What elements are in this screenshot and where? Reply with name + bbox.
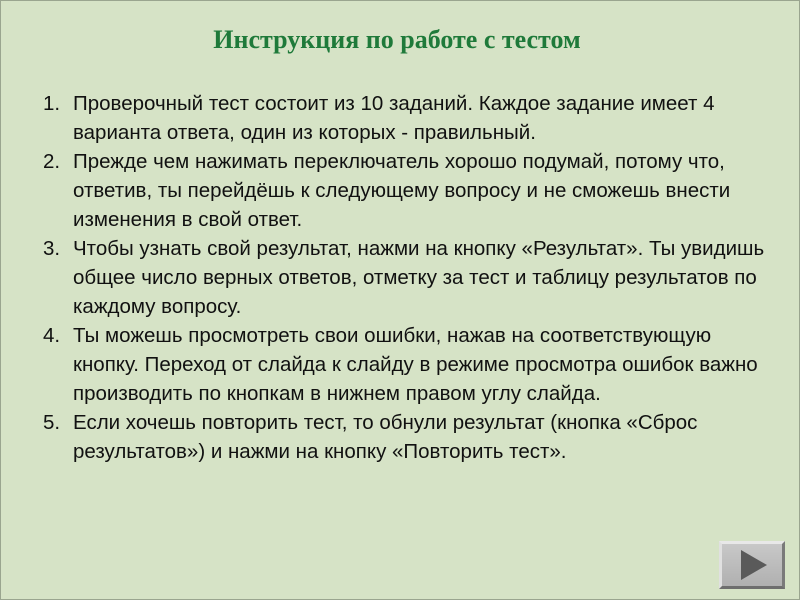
item-number: 2. [43,150,61,173]
list-item [43,89,778,147]
instruction-list [43,89,778,466]
item-number: 1. [43,92,61,115]
next-slide-button[interactable] [719,541,785,589]
item-text: Если хочешь повторить тест, то обнули результат (кнопка «Сброс результатов») и нажми на кнопку «Повторить тест». [73,411,698,463]
list-item [43,408,778,466]
slide-title: Инструкция по работе с тестом [213,25,581,54]
list-item [43,234,778,321]
play-triangle-icon [722,544,782,586]
item-text: Проверочный тест состоит из 10 заданий. Каждое задание имеет 4 варианта ответа, один из которых - правильный. [73,92,715,144]
item-number: 3. [43,237,61,260]
item-text: Прежде чем нажимать переключатель хорошо подумай, потому что, ответив, ты перейдёшь к следующему вопросу и не сможешь внести изменения в свой ответ. [73,150,731,231]
item-text: Ты можешь просмотреть свои ошибки, нажав на соответствующую кнопку. Переход от слайда к слайду в режиме просмотра ошибок важно производить по кнопкам в нижнем правом углу слайда. [73,324,758,405]
list-item [43,321,778,408]
item-text: Чтобы узнать свой результат, нажми на кнопку «Результат». Ты увидишь общее число верных ответов, отметку за тест и таблицу результатов по каждому вопросу. [73,237,765,318]
item-number: 5. [43,411,61,434]
list-item [43,147,778,234]
item-number: 4. [43,324,61,347]
